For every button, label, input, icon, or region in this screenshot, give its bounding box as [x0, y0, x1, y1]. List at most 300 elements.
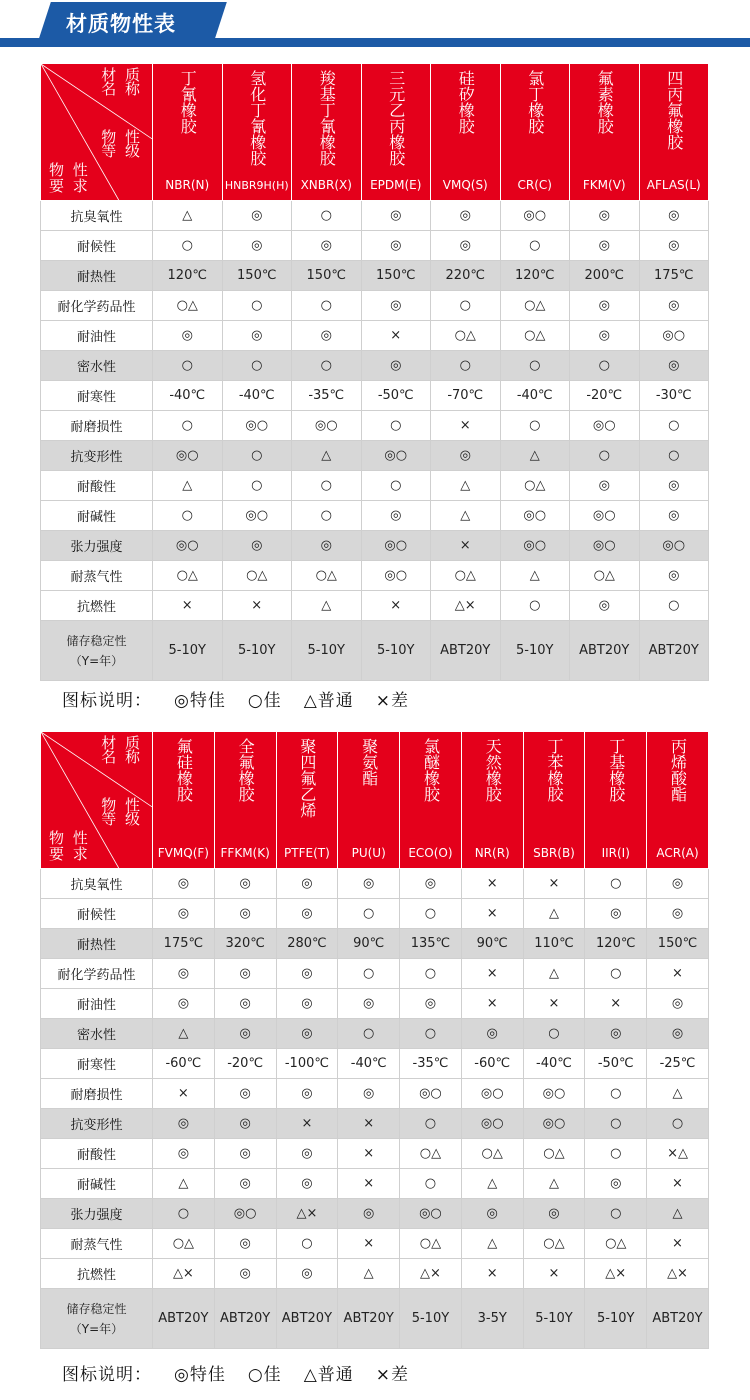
property-label: 抗燃性 [41, 591, 153, 621]
material-chinese-name: 羧基丁氰橡胶 [317, 70, 337, 166]
rating-cell: × [276, 1109, 338, 1139]
rating-cell: ◎ [431, 201, 501, 231]
rating-cell: ◎ [276, 1079, 338, 1109]
property-label: 抗臭氧性 [41, 869, 153, 899]
rating-cell: ◎ [276, 1259, 338, 1289]
rating-cell: ○ [153, 411, 223, 441]
rating-cell: ○ [500, 231, 570, 261]
storage-value-cell: ABT20Y [153, 1289, 215, 1349]
material-table-2 [40, 731, 709, 1349]
material-header-cell [153, 64, 223, 201]
storage-stability-row [41, 621, 709, 681]
rating-cell: ◎ [570, 471, 640, 501]
storage-value-cell: 5-10Y [222, 621, 292, 681]
storage-value-cell: ABT20Y [214, 1289, 276, 1349]
material-chinese-name: 三元乙丙橡胶 [386, 70, 406, 166]
rating-cell: △ [153, 471, 223, 501]
rating-cell: ○ [361, 411, 431, 441]
material-header-cell [361, 64, 431, 201]
rating-cell: △ [647, 1079, 709, 1109]
property-row [41, 929, 709, 959]
rating-cell: -20℃ [214, 1049, 276, 1079]
rating-cell: -20℃ [570, 381, 640, 411]
rating-cell: △× [431, 591, 501, 621]
rating-cell: × [461, 989, 523, 1019]
material-header-cell [338, 732, 400, 869]
rating-cell: ◎○ [500, 201, 570, 231]
rating-cell: ◎ [214, 1229, 276, 1259]
material-code: ACR(A) [656, 846, 699, 860]
storage-value-cell: ABT20Y [338, 1289, 400, 1349]
rating-cell: ◎ [639, 561, 709, 591]
rating-cell: △ [461, 1169, 523, 1199]
rating-cell: △ [431, 471, 501, 501]
rating-cell: ○ [570, 351, 640, 381]
material-code: FKM(V) [582, 178, 626, 192]
material-chinese-name: 氢化丁氰橡胶 [247, 70, 267, 166]
storage-value-cell: ABT20Y [570, 621, 640, 681]
rating-cell: ◎ [639, 471, 709, 501]
rating-cell: ◎ [585, 1169, 647, 1199]
rating-cell: -40℃ [500, 381, 570, 411]
property-label: 张力强度 [41, 531, 153, 561]
rating-cell: ○ [639, 591, 709, 621]
rating-cell: 120℃ [500, 261, 570, 291]
property-row [41, 899, 709, 929]
property-label: 耐候性 [41, 231, 153, 261]
rating-cell: ◎ [153, 1109, 215, 1139]
rating-cell: △ [153, 201, 223, 231]
storage-stability-row [41, 1289, 709, 1349]
rating-cell: × [461, 1259, 523, 1289]
rating-cell: ○△ [222, 561, 292, 591]
rating-cell: ◎ [214, 1139, 276, 1169]
material-chinese-name: 氯醚橡胶 [421, 738, 441, 802]
storage-value-cell: 5-10Y [500, 621, 570, 681]
rating-cell: ○ [431, 291, 501, 321]
storage-value-cell: 5-10Y [153, 621, 223, 681]
property-row [41, 1139, 709, 1169]
rating-cell: ○ [585, 1139, 647, 1169]
rating-cell: △ [292, 591, 362, 621]
rating-cell: ○ [585, 1109, 647, 1139]
storage-value-cell: 3-5Y [461, 1289, 523, 1349]
rating-cell: △× [153, 1259, 215, 1289]
rating-cell: ◎ [431, 441, 501, 471]
rating-cell: 110℃ [523, 929, 585, 959]
rating-cell: ◎○ [461, 1079, 523, 1109]
material-chinese-name: 丙烯酸酯 [668, 738, 688, 802]
rating-cell: ◎ [400, 869, 462, 899]
property-label: 耐候性 [41, 899, 153, 929]
rating-cell: ×△ [647, 1139, 709, 1169]
rating-cell: ◎ [292, 531, 362, 561]
rating-cell: ◎○ [222, 411, 292, 441]
property-row [41, 411, 709, 441]
rating-cell: × [338, 1139, 400, 1169]
rating-cell: △× [276, 1199, 338, 1229]
property-label: 耐磨损性 [41, 411, 153, 441]
rating-cell: × [338, 1169, 400, 1199]
property-label: 耐热性 [41, 929, 153, 959]
property-label: 耐油性 [41, 989, 153, 1019]
rating-cell: ◎○ [639, 531, 709, 561]
legend-item: ×差 [375, 691, 410, 711]
material-header-cell [647, 732, 709, 869]
rating-cell: ◎ [214, 1019, 276, 1049]
rating-cell: ○ [292, 501, 362, 531]
material-header-cell [153, 732, 215, 869]
rating-cell: ◎ [338, 989, 400, 1019]
rating-cell: ○ [639, 411, 709, 441]
rating-cell: ○△ [431, 321, 501, 351]
property-label: 张力强度 [41, 1199, 153, 1229]
rating-cell: ◎○ [523, 1109, 585, 1139]
rating-cell: ○ [570, 441, 640, 471]
material-chinese-name: 丁苯橡胶 [544, 738, 564, 802]
property-row [41, 261, 709, 291]
rating-cell: ◎ [570, 321, 640, 351]
rating-cell: ○ [153, 501, 223, 531]
rating-cell: -30℃ [639, 381, 709, 411]
rating-cell: ◎ [338, 869, 400, 899]
rating-cell: △ [647, 1199, 709, 1229]
rating-cell: ○△ [292, 561, 362, 591]
material-header-cell [431, 64, 501, 201]
rating-cell: ◎ [222, 201, 292, 231]
rating-cell: ◎ [338, 1199, 400, 1229]
property-row [41, 1229, 709, 1259]
rating-cell: ○ [431, 351, 501, 381]
rating-cell: × [431, 411, 501, 441]
rating-cell: ◎ [276, 869, 338, 899]
corner-property-requirement-label: 物 性 要 求 [49, 161, 90, 195]
storage-value-cell: ABT20Y [639, 621, 709, 681]
legend-item: ◎特佳 [174, 691, 226, 711]
rating-cell: ○△ [523, 1139, 585, 1169]
rating-cell: ◎ [585, 899, 647, 929]
rating-cell: 150℃ [647, 929, 709, 959]
material-header-cell [400, 732, 462, 869]
rating-cell: ◎ [153, 1139, 215, 1169]
rating-cell: × [647, 1169, 709, 1199]
material-chinese-name: 丁基橡胶 [606, 738, 626, 802]
rating-cell: ◎○ [570, 531, 640, 561]
rating-cell: ◎ [153, 899, 215, 929]
rating-cell: × [153, 1079, 215, 1109]
rating-cell: ○ [585, 959, 647, 989]
rating-cell: ◎ [214, 1259, 276, 1289]
rating-cell: △ [338, 1259, 400, 1289]
legend-item: ◎特佳 [174, 1365, 226, 1385]
rating-cell: × [461, 959, 523, 989]
rating-cell: ○ [338, 899, 400, 929]
material-code: CR(C) [517, 178, 552, 192]
rating-cell: ◎ [639, 291, 709, 321]
rating-cell: × [222, 591, 292, 621]
rating-cell: ◎ [153, 869, 215, 899]
rating-cell: 135℃ [400, 929, 462, 959]
rating-cell: ◎○ [523, 1079, 585, 1109]
rating-cell: ◎ [276, 1019, 338, 1049]
property-label: 抗燃性 [41, 1259, 153, 1289]
property-label: 耐寒性 [41, 381, 153, 411]
rating-cell: ◎ [361, 231, 431, 261]
rating-cell: × [523, 869, 585, 899]
rating-cell: 220℃ [431, 261, 501, 291]
rating-cell: × [647, 959, 709, 989]
rating-cell: -100℃ [276, 1049, 338, 1079]
rating-cell: ○ [400, 1109, 462, 1139]
rating-cell: ◎ [570, 231, 640, 261]
material-code: PTFE(T) [284, 846, 330, 860]
storage-value-cell: 5-10Y [361, 621, 431, 681]
material-header-cell [585, 732, 647, 869]
legend-1 [62, 686, 409, 711]
property-row [41, 291, 709, 321]
material-chinese-name: 丁氰橡胶 [178, 70, 198, 134]
rating-cell: ◎ [431, 231, 501, 261]
rating-cell: -40℃ [153, 381, 223, 411]
rating-cell: 90℃ [461, 929, 523, 959]
rating-cell: × [523, 989, 585, 1019]
material-header-cell [292, 64, 362, 201]
header-banner [0, 0, 750, 50]
material-code: XNBR(X) [300, 178, 352, 192]
property-row [41, 1019, 709, 1049]
rating-cell: × [461, 869, 523, 899]
rating-cell: ◎ [214, 959, 276, 989]
rating-cell: ◎ [639, 231, 709, 261]
material-code: ECO(O) [408, 846, 453, 860]
rating-cell: ◎○ [361, 441, 431, 471]
rating-cell: ◎ [153, 959, 215, 989]
corner-property-grade-label: 物 性 等 级 [101, 128, 142, 160]
property-row [41, 989, 709, 1019]
rating-cell: ○ [361, 471, 431, 501]
property-label: 耐化学药品性 [41, 959, 153, 989]
rating-cell: ◎ [361, 351, 431, 381]
material-code: AFLAS(L) [646, 178, 701, 192]
rating-cell: ◎ [214, 899, 276, 929]
rating-cell: ○△ [400, 1229, 462, 1259]
rating-cell: △ [431, 501, 501, 531]
rating-cell: ◎ [461, 1199, 523, 1229]
rating-cell: ◎ [361, 201, 431, 231]
rating-cell: ○ [292, 201, 362, 231]
rating-cell: ◎ [222, 231, 292, 261]
rating-cell: ◎○ [639, 321, 709, 351]
material-code: IIR(I) [601, 846, 630, 860]
material-chinese-name: 聚氨酯 [359, 738, 379, 786]
rating-cell: ○ [338, 959, 400, 989]
corner-property-requirement-label: 物 性 要 求 [49, 829, 90, 863]
rating-cell: ◎ [647, 899, 709, 929]
storage-value-cell: ABT20Y [276, 1289, 338, 1349]
rating-cell: × [361, 591, 431, 621]
property-row [41, 1109, 709, 1139]
property-row [41, 351, 709, 381]
property-label: 密水性 [41, 1019, 153, 1049]
material-chinese-name: 四丙氟橡胶 [664, 70, 684, 150]
property-row [41, 231, 709, 261]
material-code: NR(R) [474, 846, 510, 860]
rating-cell: -40℃ [338, 1049, 400, 1079]
rating-cell: ◎ [276, 1139, 338, 1169]
property-row [41, 1199, 709, 1229]
rating-cell: -40℃ [523, 1049, 585, 1079]
rating-cell: △× [647, 1259, 709, 1289]
property-label: 抗变形性 [41, 441, 153, 471]
rating-cell: △ [292, 441, 362, 471]
header-corner-cell [41, 64, 153, 201]
material-chinese-name: 硅矽橡胶 [456, 70, 476, 134]
rating-cell: △ [153, 1169, 215, 1199]
rating-cell: × [461, 899, 523, 929]
rating-cell: ◎ [639, 201, 709, 231]
property-label: 耐油性 [41, 321, 153, 351]
rating-cell: ○ [292, 291, 362, 321]
rating-cell: ◎ [222, 531, 292, 561]
rating-cell: ○ [647, 1109, 709, 1139]
property-row [41, 531, 709, 561]
rating-cell: ◎ [153, 321, 223, 351]
rating-cell: ○ [585, 1079, 647, 1109]
material-code: FFKM(K) [220, 846, 270, 860]
rating-cell: 90℃ [338, 929, 400, 959]
property-label: 耐热性 [41, 261, 153, 291]
material-header-cell [639, 64, 709, 201]
rating-cell: ◎○ [153, 531, 223, 561]
rating-cell: × [338, 1229, 400, 1259]
rating-cell: ○ [400, 959, 462, 989]
property-row [41, 201, 709, 231]
rating-cell: ○△ [523, 1229, 585, 1259]
rating-cell: ◎ [647, 989, 709, 1019]
legend-2 [62, 1360, 409, 1385]
rating-cell: ○ [585, 1199, 647, 1229]
rating-cell: ◎○ [214, 1199, 276, 1229]
legend-item: △普通 [303, 1365, 354, 1385]
legend-item: ○佳 [247, 691, 282, 711]
rating-cell: ○ [500, 591, 570, 621]
property-row [41, 1259, 709, 1289]
rating-cell: ◎ [214, 1169, 276, 1199]
storage-value-cell: 5-10Y [523, 1289, 585, 1349]
rating-cell: △ [461, 1229, 523, 1259]
rating-cell: ○ [222, 351, 292, 381]
material-chinese-name: 氯丁橡胶 [525, 70, 545, 134]
property-label: 密水性 [41, 351, 153, 381]
rating-cell: × [585, 989, 647, 1019]
rating-cell: ○ [292, 351, 362, 381]
corner-property-grade-label: 物 性 等 级 [101, 796, 142, 828]
rating-cell: ○ [500, 351, 570, 381]
material-header-cell [461, 732, 523, 869]
page-title: 材质物性表 [66, 12, 176, 36]
corner-material-name-label: 材 质 名 称 [101, 734, 142, 766]
rating-cell: ○ [639, 441, 709, 471]
rating-cell: ◎ [461, 1019, 523, 1049]
rating-cell: ○△ [500, 321, 570, 351]
rating-cell: ◎ [214, 1109, 276, 1139]
rating-cell: ○ [153, 351, 223, 381]
storage-value-cell: ABT20Y [647, 1289, 709, 1349]
corner-material-name-label: 材 质 名 称 [101, 66, 142, 98]
rating-cell: 320℃ [214, 929, 276, 959]
rating-cell: -25℃ [647, 1049, 709, 1079]
rating-cell: 280℃ [276, 929, 338, 959]
property-row [41, 441, 709, 471]
rating-cell: ◎ [276, 1169, 338, 1199]
rating-cell: ◎ [276, 989, 338, 1019]
rating-cell: ○△ [431, 561, 501, 591]
material-header-cell [276, 732, 338, 869]
rating-cell: 175℃ [153, 929, 215, 959]
property-row [41, 1079, 709, 1109]
rating-cell: ○△ [153, 1229, 215, 1259]
rating-cell: △ [523, 1169, 585, 1199]
rating-cell: ◎○ [570, 411, 640, 441]
rating-cell: ○ [400, 1169, 462, 1199]
legend-title: 图标说明： [62, 691, 152, 711]
rating-cell: ○△ [153, 291, 223, 321]
property-row [41, 381, 709, 411]
rating-cell: 175℃ [639, 261, 709, 291]
material-table-1 [40, 63, 709, 681]
rating-cell: △ [523, 899, 585, 929]
rating-cell: ◎ [639, 501, 709, 531]
storage-value-cell: 5-10Y [292, 621, 362, 681]
legend-item: ×差 [375, 1365, 410, 1385]
rating-cell: -50℃ [361, 381, 431, 411]
rating-cell: △ [500, 561, 570, 591]
rating-cell: ○ [500, 411, 570, 441]
rating-cell: ◎○ [153, 441, 223, 471]
rating-cell: 150℃ [292, 261, 362, 291]
material-code: EPDM(E) [370, 178, 422, 192]
rating-cell: ○ [338, 1019, 400, 1049]
rating-cell: ◎○ [361, 531, 431, 561]
rating-cell: -35℃ [292, 381, 362, 411]
rating-cell: ◎ [361, 291, 431, 321]
rating-cell: ◎ [292, 321, 362, 351]
rating-cell: -60℃ [461, 1049, 523, 1079]
rating-cell: ○ [222, 441, 292, 471]
rating-cell: ○△ [461, 1139, 523, 1169]
rating-cell: ◎ [214, 1079, 276, 1109]
rating-cell: ◎○ [500, 501, 570, 531]
property-row [41, 869, 709, 899]
property-label: 耐酸性 [41, 1139, 153, 1169]
material-code: FVMQ(F) [157, 846, 209, 860]
rating-cell: ○△ [400, 1139, 462, 1169]
material-chinese-name: 全氟橡胶 [236, 738, 256, 802]
legend-item: △普通 [303, 691, 354, 711]
rating-cell: ○ [585, 869, 647, 899]
rating-cell: △× [585, 1259, 647, 1289]
rating-cell: ◎○ [361, 561, 431, 591]
rating-cell: ◎ [276, 959, 338, 989]
rating-cell: △ [500, 441, 570, 471]
rating-cell: ◎ [153, 989, 215, 1019]
rating-cell: ◎ [214, 989, 276, 1019]
rating-cell: ◎ [292, 231, 362, 261]
rating-cell: ◎ [570, 291, 640, 321]
rating-cell: × [153, 591, 223, 621]
property-label: 抗变形性 [41, 1109, 153, 1139]
property-label: 耐化学药品性 [41, 291, 153, 321]
